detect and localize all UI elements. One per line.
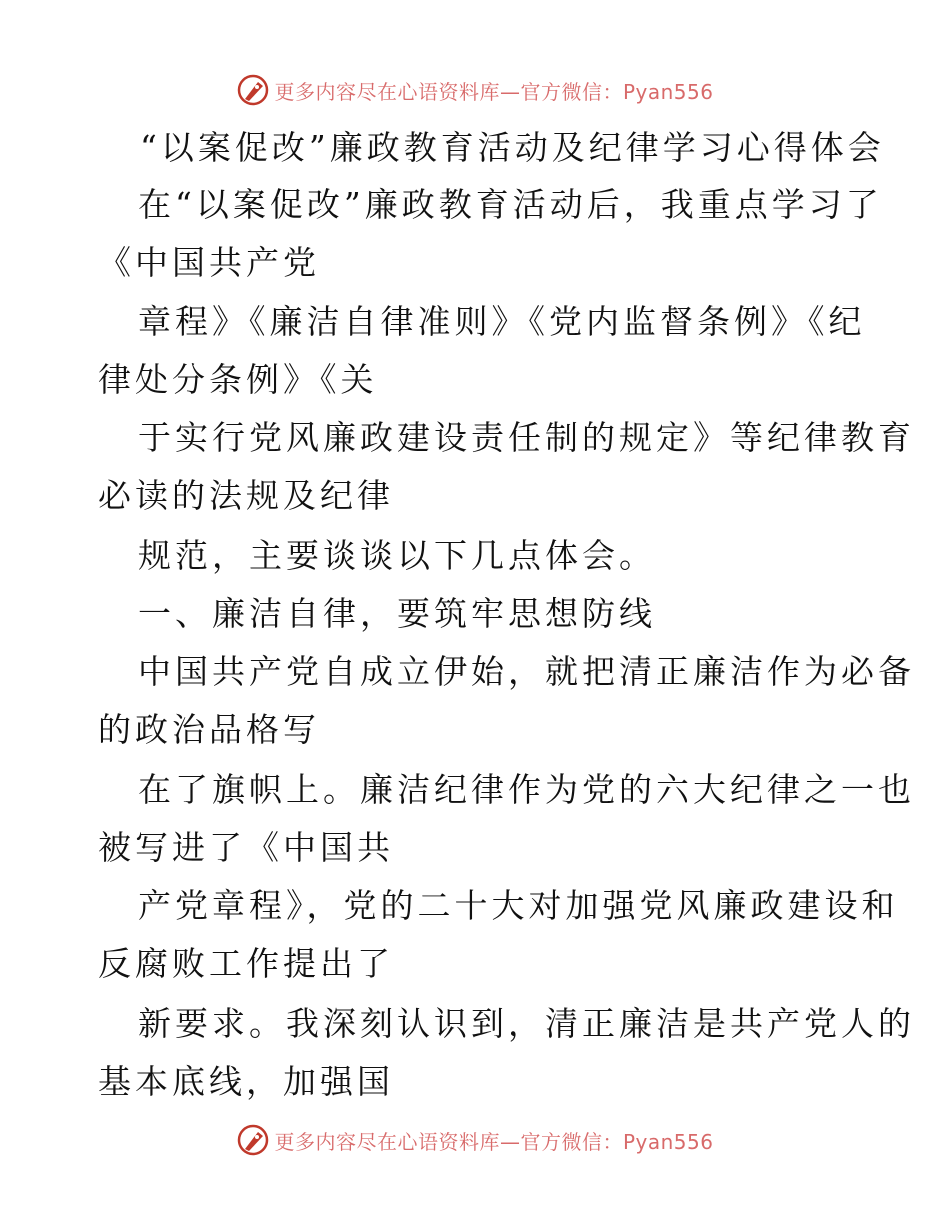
- header-watermark-text: 更多内容尽在心语资料库—官方微信：Pyan556: [274, 79, 714, 104]
- paragraph-line: 必读的法规及纪律: [98, 476, 394, 515]
- paragraph-line: 律处分条例》《关: [98, 360, 378, 399]
- paragraph-line: 产党章程》，党的二十大对加强党风廉政建设和: [138, 886, 899, 925]
- paragraph-line: 新要求。我深刻认识到，清正廉洁是共产党人的: [138, 1004, 915, 1043]
- section-heading: 一、廉洁自律，要筑牢思想防线: [138, 594, 656, 633]
- footer-watermark: [0, 1120, 950, 1160]
- paragraph-line: 中国共产党自成立伊始，就把清正廉洁作为必备: [138, 652, 915, 691]
- paragraph-line: 基本底线，加强国: [98, 1062, 394, 1101]
- paragraph-line: 的政治品格写: [98, 710, 320, 749]
- paragraph-line: 章程》《廉洁自律准则》《党内监督条例》《纪: [138, 302, 866, 341]
- pen-nib-icon: [236, 73, 270, 107]
- paragraph-line: 被写进了《中国共: [98, 828, 394, 867]
- paragraph-line: 《中国共产党: [98, 243, 320, 282]
- paragraph-line: 在“以案促改”廉政教育活动后，我重点学习了: [138, 185, 883, 224]
- paragraph-line: 于实行党风廉政建设责任制的规定》等纪律教育: [138, 418, 915, 457]
- pen-nib-icon: [236, 1123, 270, 1157]
- header-watermark: [0, 70, 950, 110]
- paragraph-line: 规范，主要谈谈以下几点体会。: [138, 536, 656, 575]
- paragraph-line: 在了旗帜上。廉洁纪律作为党的六大纪律之一也: [138, 770, 915, 809]
- footer-watermark-text: 更多内容尽在心语资料库—官方微信：Pyan556: [274, 1129, 714, 1154]
- paragraph-line: 反腐败工作提出了: [98, 944, 394, 983]
- document-title: “以案促改”廉政教育活动及纪律学习心得体会: [140, 128, 885, 167]
